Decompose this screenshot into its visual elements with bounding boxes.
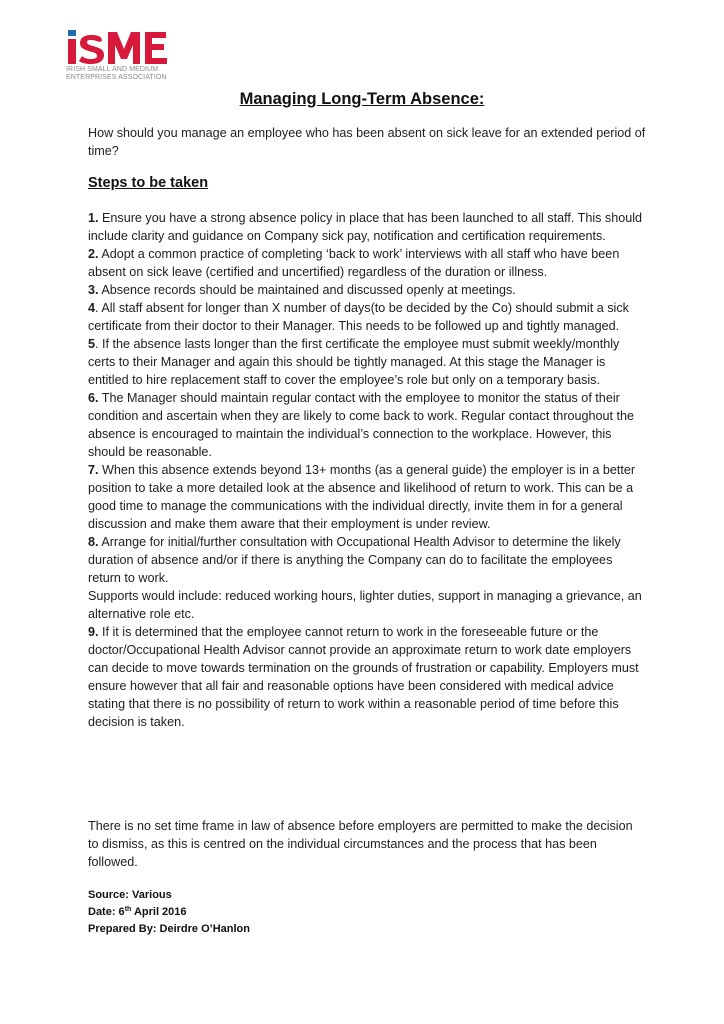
- logo-subtitle: IRISH SMALL AND MEDIUM ENTERPRISES ASSOCIATION: [66, 66, 167, 81]
- isme-logo: [66, 30, 188, 94]
- step-4: 4. All staff absent for longer than X number of days(to be decided by the Co) should submit a sick certificate from their doctor to their Manager. This needs to be followed up and tightly managed.: [88, 301, 629, 333]
- step-7: 7. When this absence extends beyond 13+ months (as a general guide) the employer is in a better position to take a more detailed look at the absence and likelihood of return to work. This can be a good time to manage the communications with the individual directly, invite them in for a general discussion and make them aware that their employment is under review.: [88, 463, 636, 531]
- step-3: 3. Absence records should be maintained and discussed openly at meetings.: [88, 283, 516, 297]
- source-line: Source: Various: [88, 889, 172, 901]
- step-5: 5. If the absence lasts longer than the first certificate the employee must submit weekly/monthly certs to their Manager and again this should be tightly managed. At this stage the Manager is entitled to hire replacement staff to cover the employee’s role but only on a temporary basis.: [88, 337, 620, 387]
- document-title: Managing Long-Term Absence:: [239, 90, 485, 108]
- document-meta: [88, 887, 250, 938]
- section-heading: Steps to be taken: [88, 175, 209, 191]
- step-1: 1. Ensure you have a strong absence policy in place that has been launched to all staff. This should include clarity and guidance on Company sick pay, notification and certification requirements.: [88, 211, 643, 243]
- closing-paragraph: There is no set time frame in law of absence before employers are permitted to make the decision to dismiss, as this is centred on the individual circumstances and the process that has been followed.: [88, 819, 633, 869]
- prepared-by-line: Prepared By: Deirdre O’Hanlon: [88, 923, 250, 935]
- step-2: 2. Adopt a common practice of completing ‘back to work’ interviews with all staff who have been absent on sick leave (certified and uncertified) regardless of the duration or illness.: [88, 247, 620, 279]
- step-8: 8. Arrange for initial/further consultation with Occupational Health Advisor to determine the likely duration of absence and/or if there is anything the Company can do to facilitate the employees return to work.: [88, 535, 621, 585]
- step-6: 6. The Manager should maintain regular contact with the employee to monitor the status of their condition and ascertain when they are likely to come back to work. Regular contact throughout the absence is encouraged to maintain the individual’s connection to the workplace. However, this should be reasonable.: [88, 391, 635, 459]
- date-line: Date: 6th April 2016: [88, 906, 187, 918]
- steps-list: [88, 209, 644, 731]
- step-9: 9. If it is determined that the employee cannot return to work in the foreseeable future or the doctor/Occupational Health Advisor cannot provide an approximate return to work date employers can decide to move towards termination on the grounds of frustration or capability. Employers must ensure however that all fair and reasonable options have been considered with medical advice stating that there is no possibility of return to work within a reasonable period of time before this decision is taken.: [88, 625, 639, 729]
- intro-paragraph: How should you manage an employee who has been absent on sick leave for an extended period of time?: [88, 126, 646, 158]
- supports-note: Supports would include: reduced working hours, lighter duties, support in managing a grievance, an alternative role etc.: [88, 589, 642, 621]
- isme-logo-mark: [66, 30, 188, 64]
